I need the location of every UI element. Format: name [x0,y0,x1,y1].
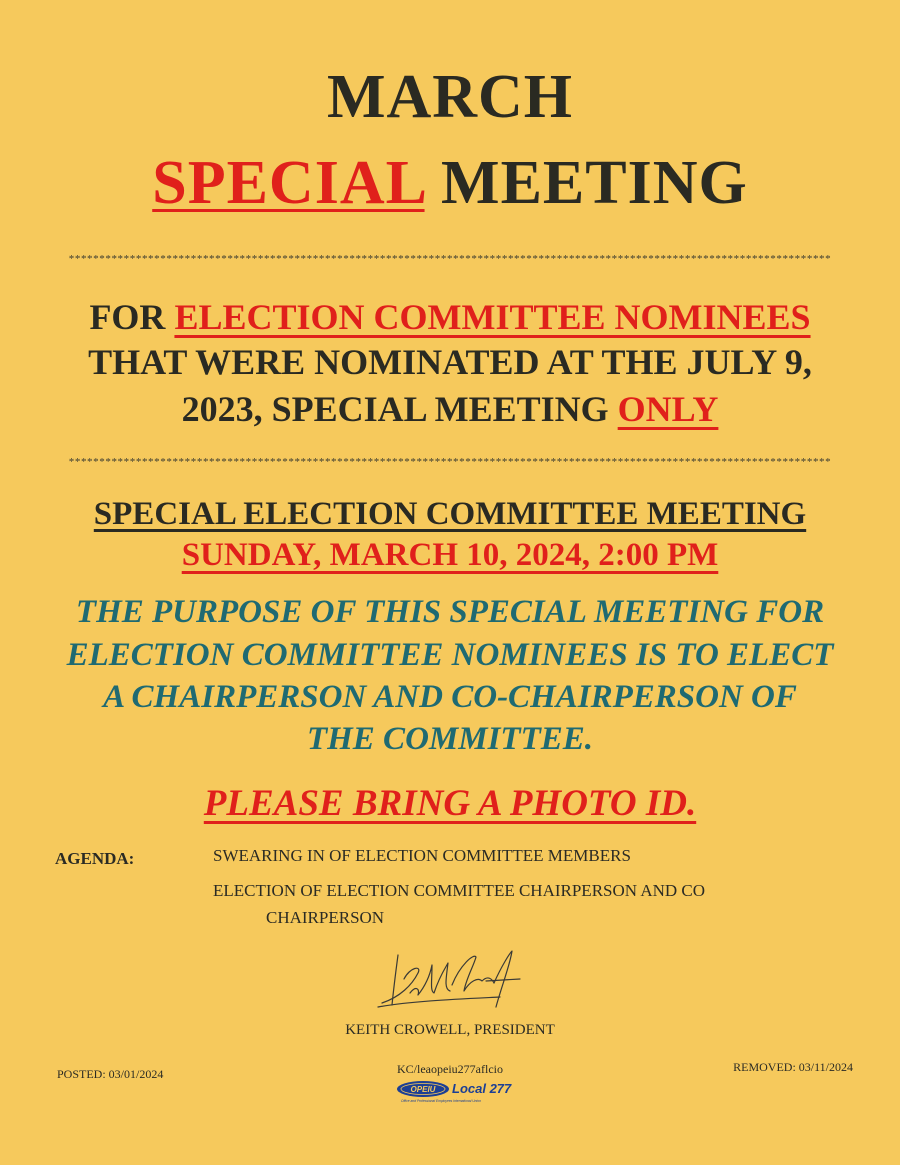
logo-tagline: Office and Professional Employees International Union [401,1099,481,1103]
removed-date: REMOVED: 03/11/2024 [733,1060,853,1074]
separator-bottom: ***************************************************************************************************************************** [68,456,832,468]
for-line-2: THAT WERE NOMINATED AT THE JULY 9, [88,342,812,382]
president-signature [370,945,530,1020]
logo-oval-text: OPEIU [410,1085,436,1094]
purpose-line-1: THE PURPOSE OF THIS SPECIAL MEETING FOR [75,594,825,630]
only-text: ONLY [617,389,719,429]
meeting-title [0,496,900,533]
president-name: KEITH CROWELL, PRESIDENT [345,1022,555,1038]
heading-title [0,148,900,219]
for-line-1 [0,296,900,338]
separator-top: ***************************************************************************************************************************** [68,253,832,265]
purpose-line-3: A CHAIRPERSON AND CO-CHAIRPERSON OF [103,679,797,715]
meeting-date-text: SUNDAY, MARCH 10, 2024, 2:00 PM [181,537,719,573]
logo-local-text: Local 277 [452,1081,512,1096]
for-line-3 [0,388,900,430]
nominees-text: ELECTION COMMITTEE NOMINEES [174,297,811,337]
purpose-line-2: ELECTION COMMITTEE NOMINEES IS TO ELECT [66,637,834,673]
heading-special: SPECIAL [152,149,425,217]
for-line-3-text: 2023, SPECIAL MEETING [181,389,618,429]
heading-meeting: MEETING [424,149,748,217]
posted-date: POSTED: 03/01/2024 [57,1067,164,1081]
opeiu-local-277-logo [395,1077,525,1105]
agenda-label: AGENDA: [55,849,135,868]
meeting-date [0,537,900,574]
agenda-item-1: SWEARING IN OF ELECTION COMMITTEE MEMBERS [213,846,631,865]
meeting-title-text: SPECIAL ELECTION COMMITTEE MEETING [93,496,807,532]
reference-code: KC/leaopeiu277aflcio [397,1062,503,1076]
photo-id-notice: PLEASE BRING A PHOTO ID. [203,783,697,824]
agenda-item-2-cont: CHAIRPERSON [266,908,385,927]
purpose-line-4: THE COMMITTEE. [306,721,594,757]
heading-month: MARCH [326,63,574,131]
for-word: FOR [89,297,175,337]
agenda-item-2: ELECTION OF ELECTION COMMITTEE CHAIRPERSON AND CO [213,881,706,900]
